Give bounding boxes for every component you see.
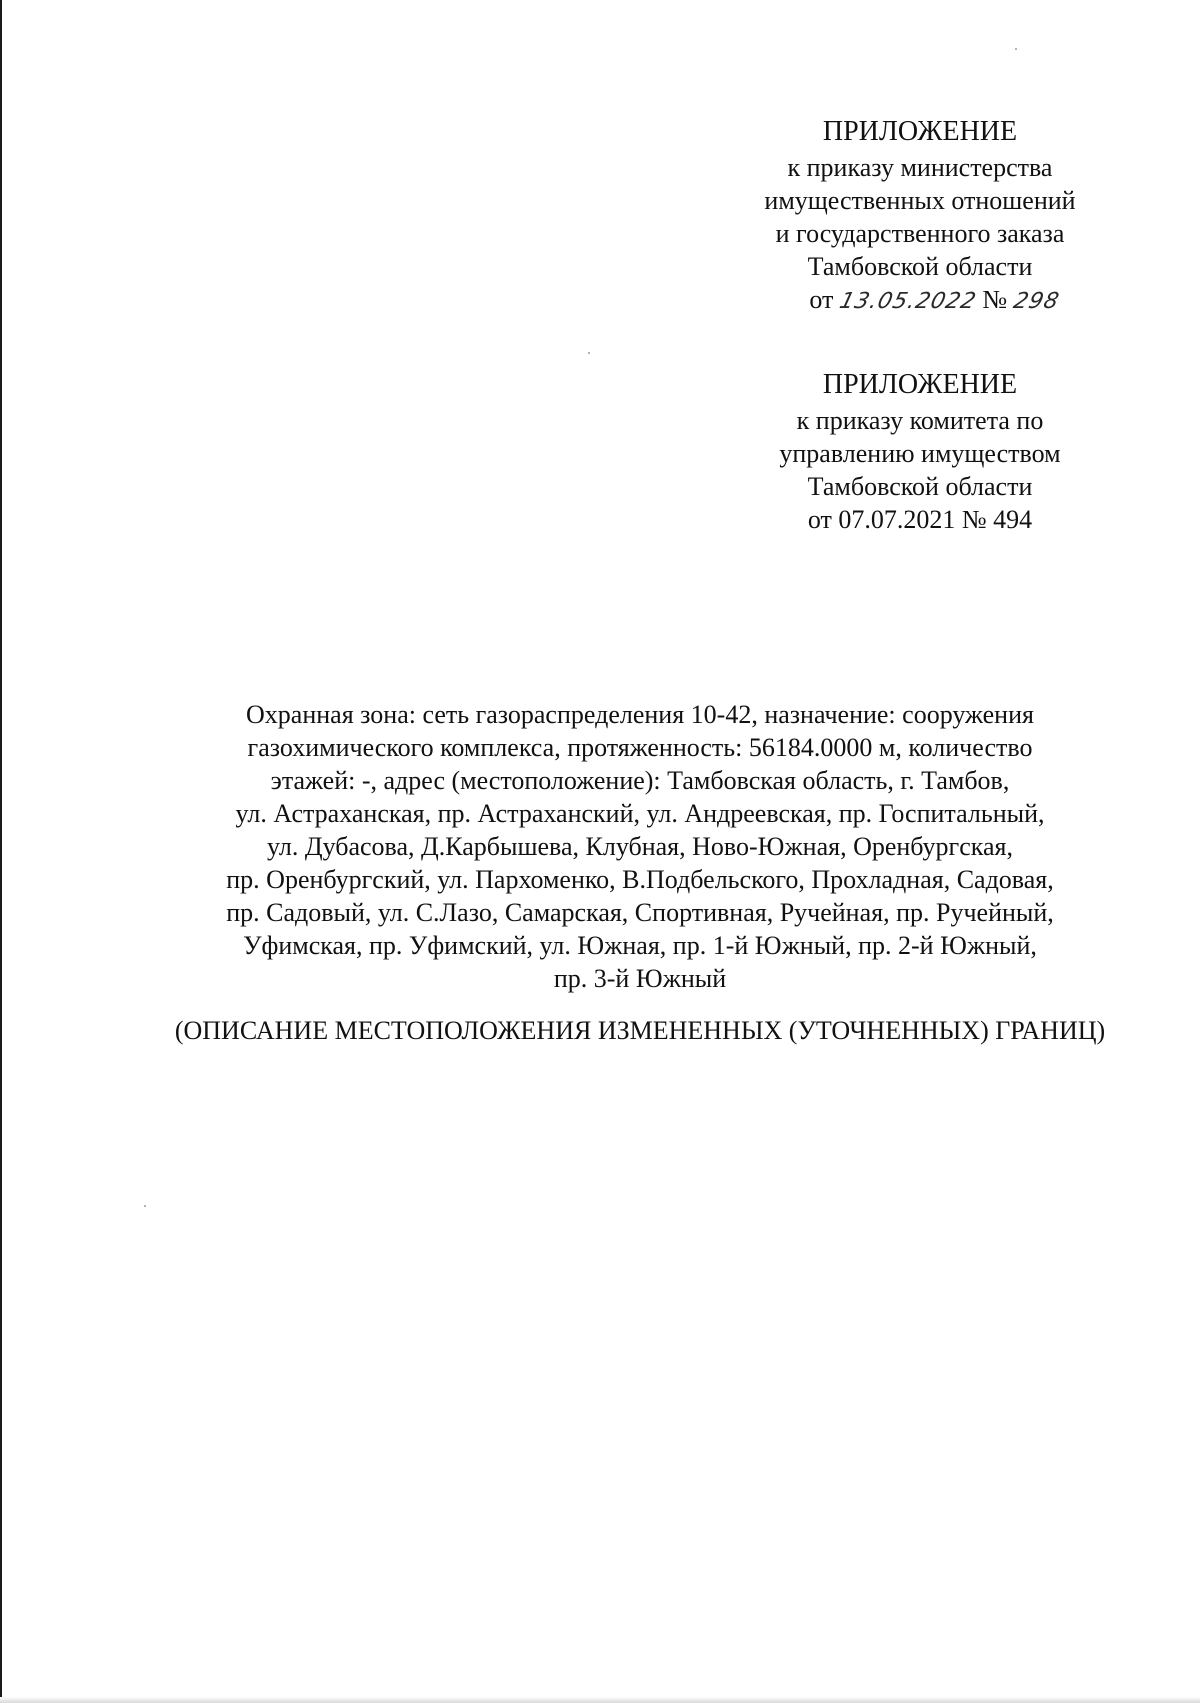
order-prefix: от — [809, 285, 834, 314]
scan-speck — [588, 352, 590, 354]
protection-zone-description — [150, 698, 1130, 995]
description-line: Уфимская, пр. Уфимский, ул. Южная, пр. 1-й Южный, пр. 2-й Южный, — [243, 931, 1037, 960]
order-number-sign: № — [982, 285, 1008, 314]
appendix-line: управлению имуществом — [779, 439, 1061, 468]
appendix-line: Тамбовской области — [807, 252, 1033, 281]
handwritten-order-number: 298 — [1010, 289, 1062, 314]
scan-speck — [144, 1205, 146, 1207]
description-line: пр. Оренбургский, ул. Пархоменко, В.Подбельского, Прохладная, Садовая, — [226, 865, 1054, 894]
appendix-line: к приказу министерства — [787, 153, 1053, 182]
description-line: этажей: -, адрес (местоположение): Тамбовская область, г. Тамбов, — [270, 766, 1010, 795]
appendix-line: от 07.07.2021 № 494 — [807, 505, 1033, 534]
description-line: пр. 3-й Южный — [553, 964, 727, 993]
description-line: ул. Дубасова, Д.Карбышева, Клубная, Ново-Южная, Оренбургская, — [267, 832, 1013, 861]
scan-left-edge — [0, 0, 2, 1703]
order-date-number-line — [690, 283, 1150, 318]
description-line: Охранная зона: сеть газораспределения 10-42, назначение: сооружения — [246, 700, 1034, 729]
appendix-line: и государственного заказа — [775, 219, 1065, 248]
handwritten-order-date: 13.05.2022 — [836, 289, 979, 314]
scan-speck — [1015, 48, 1017, 50]
appendix-current-order — [690, 114, 1150, 318]
appendix-heading: ПРИЛОЖЕНИЕ — [822, 116, 1018, 147]
scan-bottom-edge — [0, 1697, 1200, 1703]
appendix-heading: ПРИЛОЖЕНИЕ — [822, 369, 1018, 400]
appendix-line: Тамбовской области — [807, 472, 1033, 501]
appendix-line: к приказу комитета по — [796, 406, 1044, 435]
description-line: пр. Садовый, ул. С.Лазо, Самарская, Спортивная, Ручейная, пр. Ручейный, — [226, 898, 1054, 927]
description-line: газохимического комплекса, протяженность: 56184.0000 м, количество — [247, 733, 1033, 762]
description-line: ул. Астраханская, пр. Астраханский, ул. Андреевская, пр. Госпитальный, — [235, 799, 1045, 828]
appendix-line: имущественных отношений — [764, 186, 1076, 215]
appendix-previous-order — [690, 367, 1150, 536]
boundary-description-caption: (ОПИСАНИЕ МЕСТОПОЛОЖЕНИЯ ИЗМЕНЕННЫХ (УТОЧНЕННЫХ) ГРАНИЦ) — [174, 1016, 1106, 1045]
